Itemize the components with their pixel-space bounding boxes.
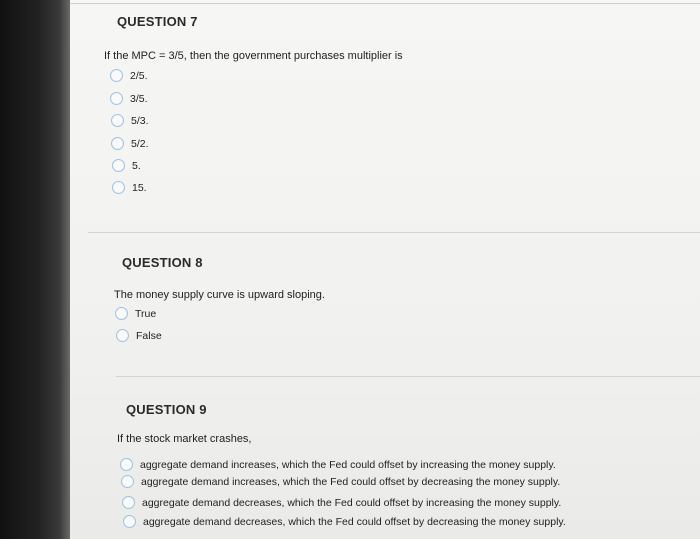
radio-button[interactable] xyxy=(111,114,124,127)
question-8-option-false[interactable] xyxy=(116,329,162,342)
question-8-title: QUESTION 8 xyxy=(122,255,203,270)
option-label: True xyxy=(135,307,157,320)
option-label: aggregate demand increases, which the Fed could offset by increasing the money supply. xyxy=(140,458,556,471)
radio-button[interactable] xyxy=(112,159,125,172)
question-8-option-true[interactable] xyxy=(115,307,156,320)
option-label: 5/2. xyxy=(131,137,149,150)
question-7-option-2[interactable] xyxy=(110,92,148,105)
radio-button[interactable] xyxy=(121,475,134,488)
question-7-option-1[interactable] xyxy=(110,69,148,82)
radio-button[interactable] xyxy=(112,181,125,194)
question-7-text: If the MPC = 3/5, then the government purchases multiplier is xyxy=(104,50,403,62)
question-9-option-2[interactable] xyxy=(121,475,560,488)
question-9-title: QUESTION 9 xyxy=(126,402,207,417)
question-7-option-3[interactable] xyxy=(111,114,149,127)
radio-button[interactable] xyxy=(116,329,129,342)
option-label: 2/5. xyxy=(130,69,148,82)
option-label: False xyxy=(136,329,162,342)
question-9-text: If the stock market crashes, xyxy=(117,433,252,445)
radio-button[interactable] xyxy=(110,92,123,105)
radio-button[interactable] xyxy=(123,515,136,528)
radio-button[interactable] xyxy=(122,496,135,509)
question-7-option-6[interactable] xyxy=(112,181,147,194)
top-divider xyxy=(70,3,700,4)
question-7-option-5[interactable] xyxy=(112,159,141,172)
question-9-option-4[interactable] xyxy=(123,515,566,528)
option-label: 15. xyxy=(132,181,147,194)
option-label: 3/5. xyxy=(130,92,148,105)
question-divider xyxy=(116,376,700,377)
radio-button[interactable] xyxy=(120,458,133,471)
radio-button[interactable] xyxy=(115,307,128,320)
radio-button[interactable] xyxy=(110,69,123,82)
option-label: aggregate demand decreases, which the Fed could offset by increasing the money supply. xyxy=(142,496,562,509)
question-9-option-1[interactable] xyxy=(120,458,556,471)
option-label: aggregate demand decreases, which the Fed could offset by decreasing the money supply. xyxy=(143,515,566,528)
option-label: 5/3. xyxy=(131,114,149,127)
question-9-option-3[interactable] xyxy=(122,496,561,509)
option-label: aggregate demand increases, which the Fed could offset by decreasing the money supply. xyxy=(141,475,561,488)
radio-button[interactable] xyxy=(111,137,124,150)
option-label: 5. xyxy=(132,159,141,172)
question-divider xyxy=(88,232,700,233)
screen-bezel xyxy=(0,0,70,539)
quiz-page xyxy=(70,0,700,539)
question-7-option-4[interactable] xyxy=(111,137,149,150)
question-7-title: QUESTION 7 xyxy=(117,14,198,29)
question-8-text: The money supply curve is upward sloping. xyxy=(114,289,325,301)
